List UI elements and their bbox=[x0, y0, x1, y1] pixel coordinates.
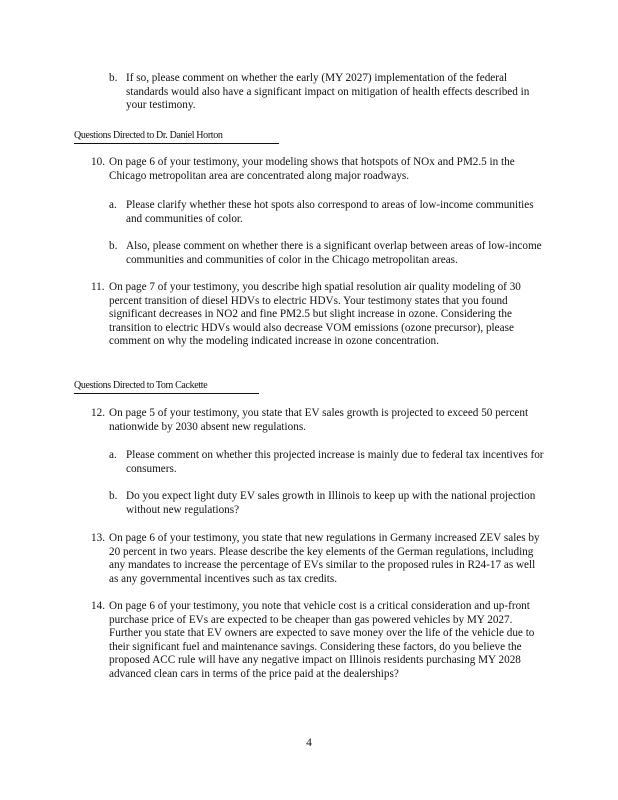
section-heading-cackette: Questions Directed to Tom Cackette bbox=[74, 380, 259, 394]
item-label: b. bbox=[109, 240, 118, 252]
item-label: 12. bbox=[91, 407, 105, 419]
item-text: Do you expect light duty EV sales growth in Illinois to keep up with the national projection without new regulations? bbox=[126, 490, 536, 516]
item-text: Please clarify whether these hot spots also correspond to areas of low-income communities and communities of color. bbox=[126, 199, 534, 225]
question-11 bbox=[91, 281, 546, 349]
question-9b bbox=[109, 72, 549, 113]
question-12b bbox=[109, 490, 544, 517]
section-heading-horton: Questions Directed to Dr. Daniel Horton bbox=[74, 130, 279, 144]
heading-underline bbox=[74, 393, 259, 394]
item-label: 11. bbox=[91, 281, 105, 293]
question-13 bbox=[91, 532, 546, 586]
item-label: b. bbox=[109, 490, 118, 502]
item-text: On page 6 of your testimony, your modeling shows that hotspots of NOx and PM2.5 in the Chicago metropolitan area are concentrated along major roadways. bbox=[109, 156, 515, 182]
item-text: Also, please comment on whether there is a significant overlap between areas of low-income communities and communities of color in the Chicago metropolitan areas. bbox=[126, 240, 542, 266]
item-label: a. bbox=[109, 449, 117, 461]
question-10a bbox=[109, 199, 544, 226]
item-label: a. bbox=[109, 199, 117, 211]
item-label: 13. bbox=[91, 532, 105, 544]
item-label: b. bbox=[109, 72, 118, 84]
heading-underline bbox=[74, 143, 279, 144]
question-10b bbox=[109, 240, 544, 267]
item-label: 10. bbox=[91, 156, 105, 168]
item-text: Please comment on whether this projected increase is mainly due to federal tax incentives for consumers. bbox=[126, 449, 544, 475]
page-number: 4 bbox=[306, 737, 312, 749]
item-text: If so, please comment on whether the early (MY 2027) implementation of the federal standards would also have a significant impact on mitigation of health effects described in your testimony. bbox=[126, 72, 530, 112]
item-label: 14. bbox=[91, 600, 105, 612]
item-text: On page 6 of your testimony, you note that vehicle cost is a critical consideration and up-front purchase price of EVs are expected to be cheaper than gas powered vehicles by MY 2027. Further you state that EV owners are expected to save money over the life of the vehicle due to their significant fuel and maintenance savings. Considering these factors, do you believe the proposed ACC rule will have any negative impact on Illinois residents purchasing MY 2028 advanced clean cars in terms of the price paid at the dealerships? bbox=[109, 600, 535, 680]
question-12 bbox=[91, 407, 546, 434]
question-14 bbox=[91, 600, 546, 682]
question-10 bbox=[91, 156, 546, 183]
item-text: On page 5 of your testimony, you state that EV sales growth is projected to exceed 50 percent nationwide by 2030 absent new regulations. bbox=[109, 407, 529, 433]
item-text: On page 7 of your testimony, you describe high spatial resolution air quality modeling of 30 percent transition of diesel HDVs to electric HDVs. Your testimony states that you found significant decreases in NO2 and fine PM2.5 but slight increase in ozone. Considering the transition to electric HDVs would also decrease VOM emissions (ozone precursor), please comment on why the modeling indicated increase in ozone concentration. bbox=[109, 281, 521, 348]
item-text: On page 6 of your testimony, you state that new regulations in Germany increased ZEV sales by 20 percent in two years. Please describe the key elements of the German regulations, including any mandates to increase the percentage of EVs similar to the proposed rules in R24-17 as well as any governmental incentives such as tax credits. bbox=[109, 532, 540, 585]
question-12a bbox=[109, 449, 544, 476]
